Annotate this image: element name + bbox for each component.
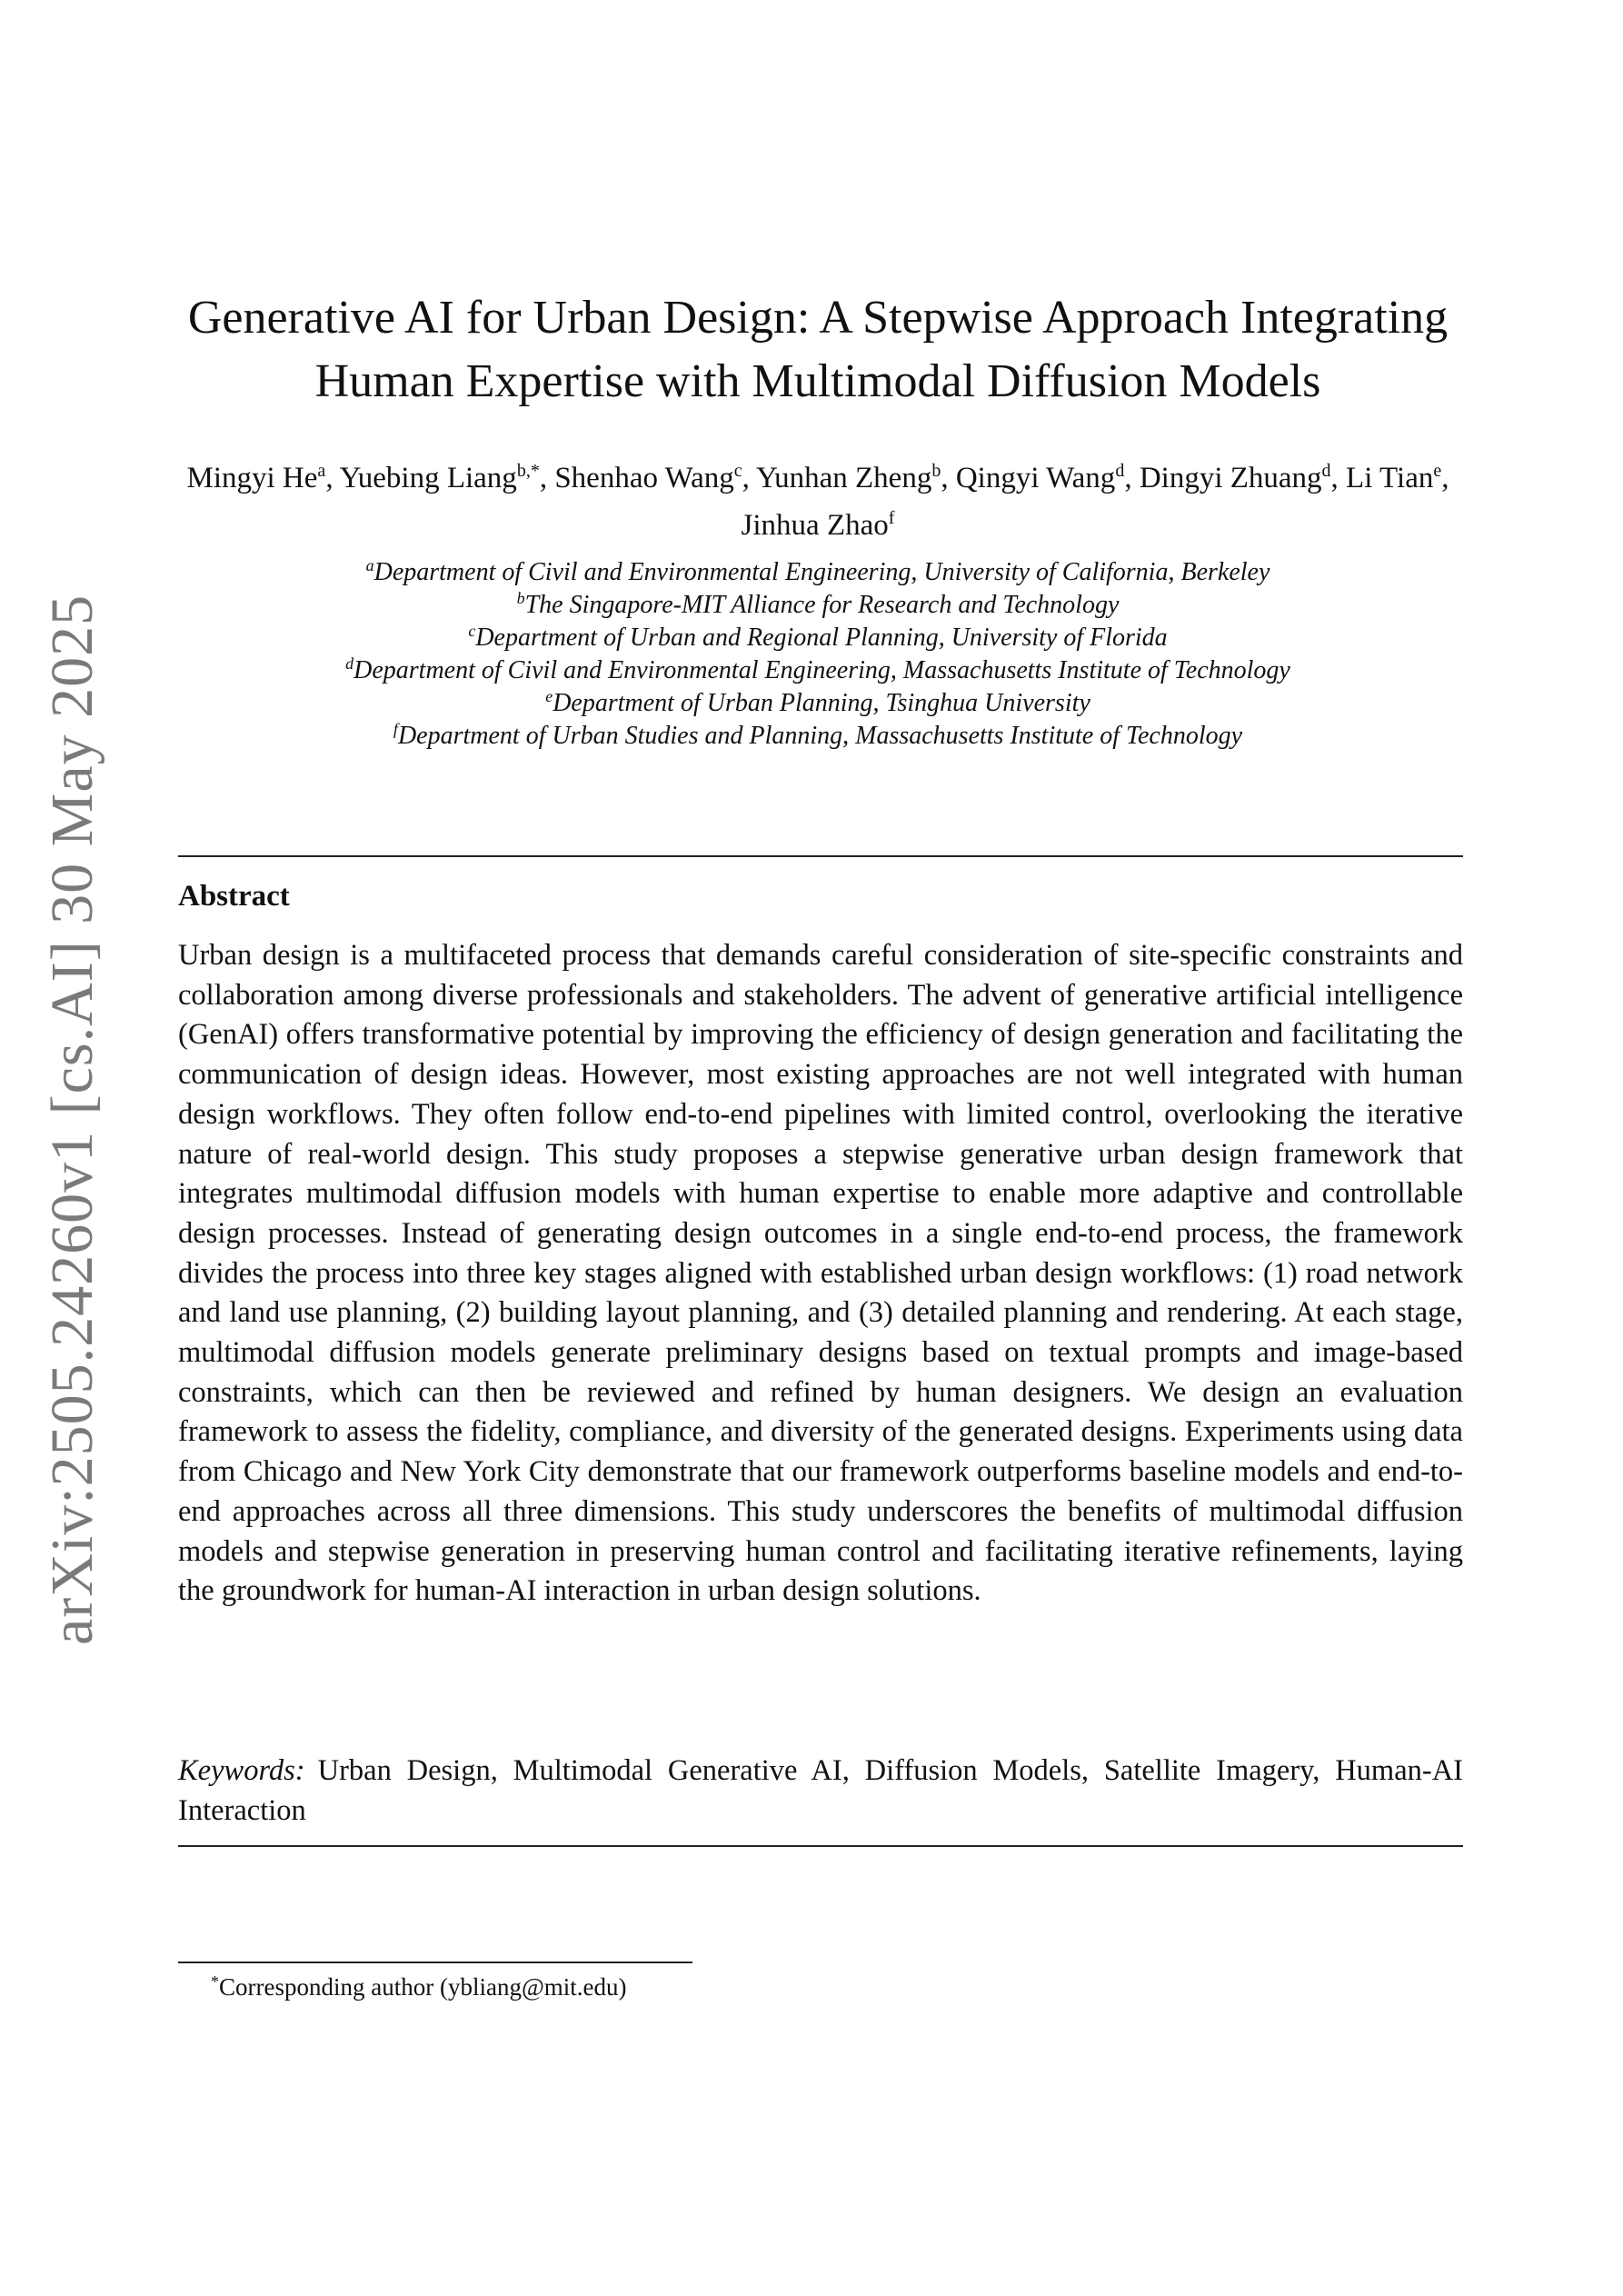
footnote-rule (178, 1962, 692, 1963)
author-affiliation-mark: e (1433, 461, 1442, 481)
author: Jinhua Zhao$^f$ (741, 508, 895, 542)
author-affiliation-mark: b,* (516, 461, 540, 481)
author-affiliation-mark: d (1115, 461, 1125, 481)
keywords-text: Urban Design, Multimodal Generative AI, Diffusion Models, Satellite Imagery, Human-AI Interaction (178, 1754, 1463, 1827)
author: Dingyi Zhuang$^d$ (1139, 461, 1331, 494)
affiliation: $^b$The Singapore-MIT Alliance for Research and Technology (516, 589, 1120, 619)
keywords (178, 1752, 1463, 1831)
title-line-2: Human Expertise with Multimodal Diffusion Models (314, 355, 1321, 407)
author: Yunhan Zheng$^b$ (755, 461, 941, 494)
abstract-bottom-rule (178, 1845, 1463, 1847)
author-affiliation-mark: c (733, 461, 742, 481)
arxiv-watermark: arXiv:2505.24260v1 [cs.AI] 30 May 2025 (39, 594, 105, 1645)
author: Shenhao Wang$^c$ (554, 461, 742, 494)
footnote-text: Corresponding author (ybliang@mit.edu) (219, 1973, 627, 2001)
author-affiliation-mark: a (317, 461, 326, 481)
author: Yuebing Liang$^{b,*}$ (339, 461, 540, 494)
affiliation: $^d$Department of Civil and Environmental Engineering, Massachusetts Institute of Technology (345, 654, 1290, 684)
keywords-label: Keywords: (178, 1754, 305, 1787)
footnote-mark: * (211, 1972, 219, 1991)
abstract-top-rule (178, 855, 1463, 857)
affiliation: $^e$Department of Urban Planning, Tsinghua University (545, 687, 1090, 717)
abstract-heading: Abstract (178, 880, 290, 913)
affiliation: $^f$Department of Urban Studies and Planning, Massachusetts Institute of Technology (393, 720, 1243, 750)
author-affiliation-mark: f (888, 508, 895, 528)
footnote (211, 1971, 627, 2003)
author: Qingyi Wang$^d$ (955, 461, 1125, 494)
paper-title (164, 286, 1472, 414)
affiliation: $^c$Department of Urban and Regional Planning, University of Florida (468, 622, 1168, 652)
author: Li Tian$^e$ (1346, 461, 1442, 494)
author: Mingyi He$^a$ (186, 461, 326, 494)
author-affiliation-mark: b (931, 461, 941, 481)
author-list: Mingyi He$^a$, Yuebing Liang$^{b,*}$, Shenhao Wang$^c$, Yunhan Zheng$^b$, Qingyi Wang$^d$, Dingyi Zhuang$^d$, Li Tian$^e$, Jinhua Zhao$^f$ (186, 461, 1449, 542)
abstract-body: Urban design is a multifaceted process that demands careful consideration of site-specific constraints and collaboration among diverse professionals and stakeholders. The advent of generative artificial intelligence (GenAI) offers transformative potential by improving the efficiency of design generation and facilitating the communication of design ideas. However, most existing approaches are not well integrated with human design workflows. They often follow end-to-end pipelines with limited control, overlooking the iterative nature of real-world design. This study proposes a stepwise generative urban design framework that integrates multimodal diffusion models with human expertise to enable more adaptive and controllable design processes. Instead of generating design outcomes in a single end-to-end process, the framework divides the process into three key stages aligned with established urban design workflows: (1) road network and land use planning, (2) building layout planning, and (3) detailed planning and rendering. At each stage, multimodal diffusion models generate preliminary designs based on textual prompts and image-based constraints, which can then be reviewed and refined by human designers. We design an evaluation framework to assess the fidelity, compliance, and diversity of the generated designs. Experiments using data from Chicago and New York City demonstrate that our framework outperforms baseline models and end-to-end approaches across all three dimensions. This study underscores the benefits of multimodal diffusion models and stepwise generation in preserving human control and facilitating iterative refinements, laying the groundwork for human-AI interaction in urban design solutions. (178, 939, 1463, 1608)
affiliation: $^a$Department of Civil and Environmental Engineering, University of California, Berkeley (365, 556, 1270, 586)
affiliation-list (164, 556, 1472, 753)
author-affiliation-mark: d (1321, 461, 1331, 481)
title-line-1: Generative AI for Urban Design: A Stepwise Approach Integrating (187, 292, 1449, 344)
